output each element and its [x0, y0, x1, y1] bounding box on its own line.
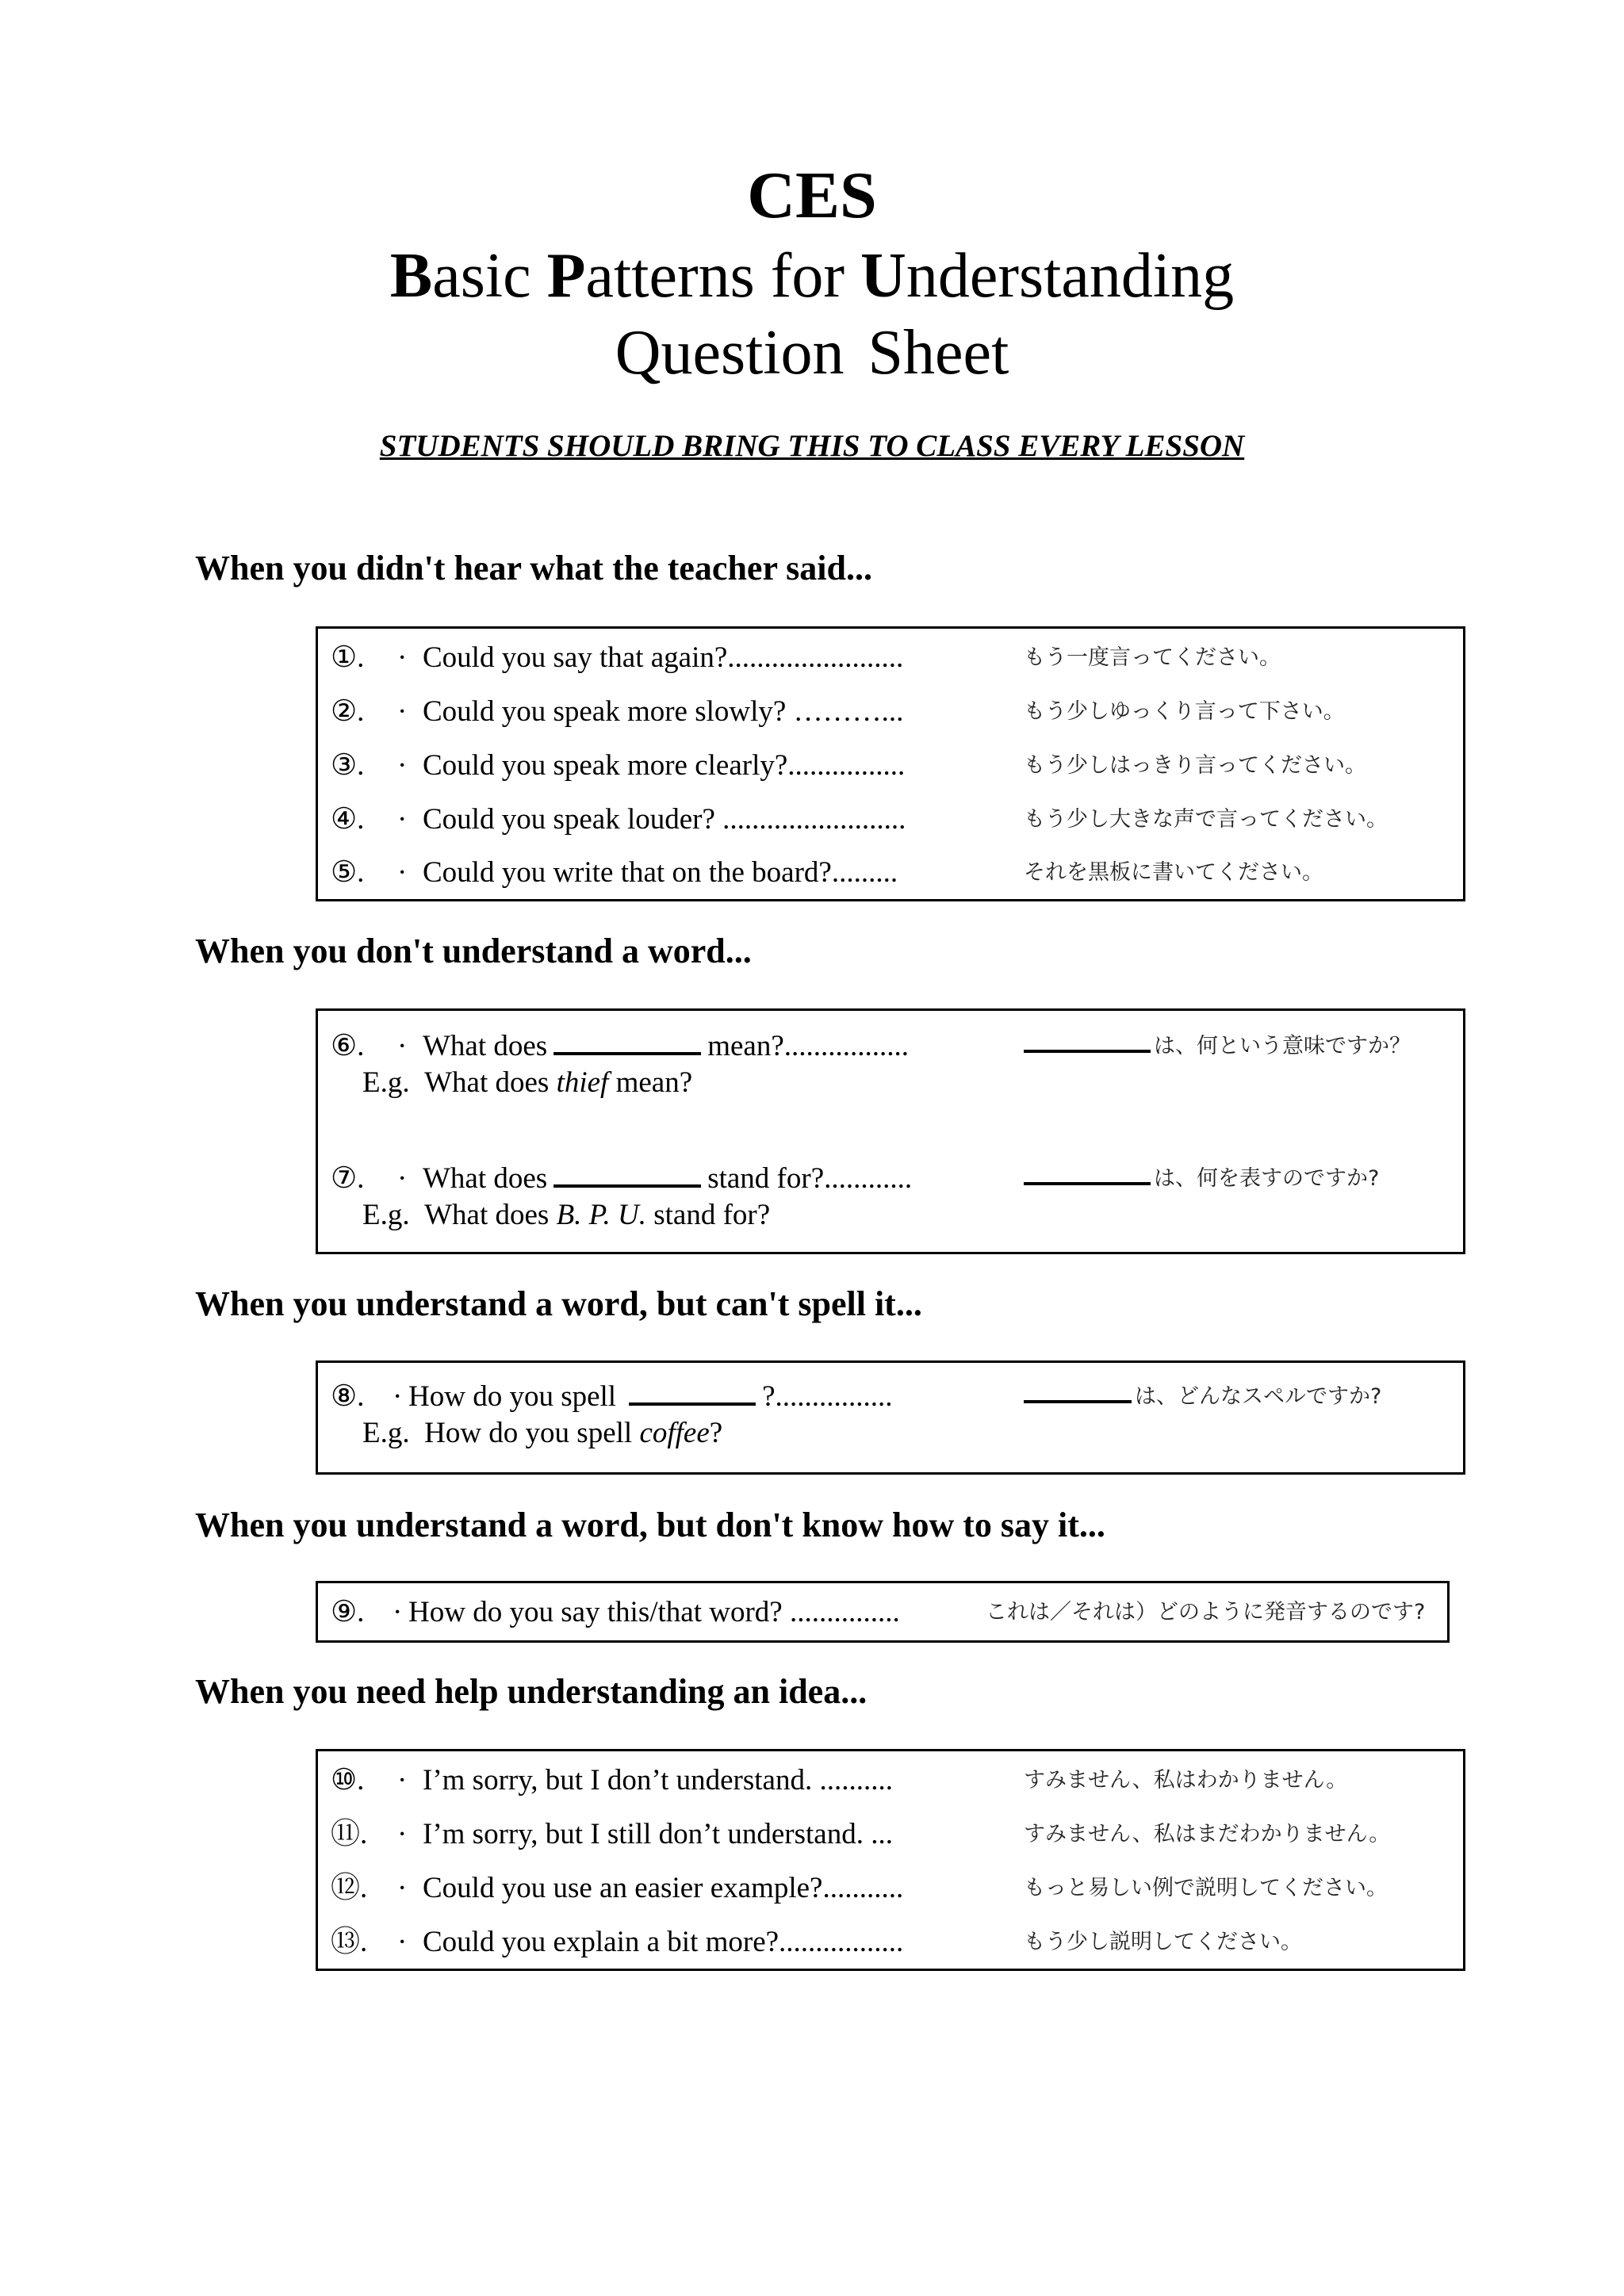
- question-japanese: [1024, 1159, 1379, 1199]
- question-item-6: [331, 1027, 1463, 1066]
- item-number: ⑦.: [331, 1162, 365, 1195]
- question-japanese: もう少しゆっくり言って下さい。: [1024, 699, 1345, 724]
- example-text-end: mean?: [615, 1066, 693, 1099]
- japanese-text: は、どんなスペルですか?: [1135, 1384, 1382, 1409]
- fill-in-blank: [1024, 1029, 1151, 1053]
- question-item-13: [331, 1923, 1463, 1962]
- question-english: [408, 1377, 893, 1417]
- section-heading-didnt-hear: When you didn't hear what the teacher said...: [195, 549, 873, 587]
- subtitle-word-understanding: nderstanding: [906, 241, 1235, 311]
- section-box-dont-understand-word: [316, 1008, 1465, 1254]
- section-box-cant-spell: [316, 1360, 1465, 1475]
- example-text-end: ?: [709, 1417, 723, 1449]
- question-item-11: [331, 1815, 1463, 1854]
- question-text-end: stand for?............: [707, 1162, 913, 1195]
- bullet: ·: [397, 641, 408, 674]
- item-number: ⑩.: [331, 1764, 365, 1797]
- item-number: ⑫.: [331, 1872, 368, 1904]
- notice-banner: STUDENTS SHOULD BRING THIS TO CLASS EVERY LESSON: [379, 429, 1245, 463]
- subtitle-word-patterns: atterns for: [585, 241, 861, 311]
- question-item-10: [331, 1761, 1463, 1800]
- bullet: ·: [393, 1380, 403, 1413]
- question-japanese: これは／それは）どのように発音するのです?: [986, 1600, 1426, 1624]
- section-box-understanding-idea: [316, 1749, 1465, 1971]
- question-english: Could you speak louder? .........................: [423, 803, 906, 836]
- bullet: ·: [397, 1030, 408, 1062]
- example-text-end: stand for?: [653, 1199, 771, 1231]
- question-japanese: [1024, 1027, 1411, 1066]
- item-number: ③.: [331, 749, 365, 782]
- question-item-8: [331, 1377, 1463, 1417]
- example-label: E.g.: [362, 1066, 410, 1099]
- example-text-start: What does: [424, 1066, 550, 1099]
- bullet: ·: [397, 1162, 408, 1195]
- question-english: Could you say that again?........................: [423, 641, 904, 674]
- bullet: ·: [397, 856, 408, 889]
- question-japanese: [1024, 1377, 1381, 1417]
- fill-in-blank: [553, 1028, 701, 1055]
- question-english: I’m sorry, but I don’t understand. ..........: [423, 1764, 893, 1797]
- question-japanese: もう少し説明してください。: [1024, 1930, 1302, 1954]
- page-subtitle-2: Question Sheet: [615, 318, 1009, 388]
- page-title: CES: [747, 159, 877, 232]
- section-heading-cant-say: When you understand a word, but don't know how to say it...: [195, 1506, 1105, 1544]
- question-text-end: ?................: [762, 1380, 893, 1413]
- item-number: ②.: [331, 695, 365, 728]
- question-item-4: [331, 800, 1463, 840]
- page-subtitle: [0, 241, 1624, 311]
- bullet: ·: [397, 1764, 408, 1797]
- item-number: ①.: [331, 641, 365, 674]
- subtitle-word-basic: asic: [432, 241, 547, 311]
- example-line-7: [362, 1196, 770, 1235]
- example-line-8: [362, 1414, 722, 1453]
- question-english: Could you speak more clearly?................: [423, 749, 906, 782]
- question-english: Could you explain a bit more?.................: [423, 1926, 904, 1958]
- subtitle-initial-b: B: [389, 241, 433, 311]
- question-english: Could you use an easier example?...........: [423, 1872, 904, 1904]
- item-number: ⑬.: [331, 1926, 368, 1958]
- question-text-start: What does: [423, 1030, 548, 1062]
- bullet: ·: [397, 803, 408, 836]
- fill-in-blank: [1024, 1161, 1151, 1185]
- bullet: ·: [393, 1596, 403, 1628]
- section-heading-dont-understand-word: When you don't understand a word...: [195, 932, 752, 970]
- bullet: ·: [397, 1872, 408, 1904]
- example-term: B. P. U.: [556, 1199, 646, 1231]
- example-label: E.g.: [362, 1417, 410, 1449]
- bullet: ·: [397, 1926, 408, 1958]
- subtitle-initial-p: P: [546, 241, 586, 311]
- question-item-3: [331, 746, 1463, 786]
- section-box-cant-say: [316, 1581, 1450, 1643]
- question-item-1: [331, 638, 1463, 678]
- question-item-12: [331, 1869, 1463, 1908]
- item-number: ④.: [331, 803, 365, 836]
- question-japanese: もう少し大きな声で言ってください。: [1024, 807, 1388, 832]
- question-english: [423, 1159, 912, 1199]
- bullet: ·: [397, 695, 408, 728]
- example-text-start: How do you spell: [424, 1417, 633, 1449]
- fill-in-blank: [1024, 1380, 1132, 1403]
- item-number: ⑥.: [331, 1030, 365, 1062]
- item-number: ⑨.: [331, 1596, 365, 1628]
- fill-in-blank: [629, 1379, 756, 1406]
- question-item-7: [331, 1159, 1463, 1199]
- item-number: ⑪.: [331, 1818, 368, 1850]
- question-japanese: それを黒板に書いてください。: [1024, 860, 1323, 885]
- item-number: ⑧.: [331, 1380, 365, 1413]
- japanese-text: は、何を表すのですか?: [1154, 1166, 1380, 1191]
- question-japanese: もう一度言ってください。: [1024, 645, 1281, 670]
- section-heading-cant-spell: When you understand a word, but can't spell it...: [195, 1284, 922, 1323]
- example-term: thief: [556, 1066, 609, 1099]
- question-japanese: もっと易しい例で説明してください。: [1024, 1876, 1388, 1900]
- question-english: Could you speak more slowly? ………...: [423, 695, 904, 728]
- question-item-2: [331, 692, 1463, 732]
- example-term: coffee: [639, 1417, 710, 1449]
- bullet: ·: [397, 1818, 408, 1850]
- question-english: [423, 1027, 909, 1066]
- item-number: ⑤.: [331, 856, 365, 889]
- question-text-start: What does: [423, 1162, 548, 1195]
- question-item-5: [331, 853, 1463, 893]
- question-text-start: How do you spell: [408, 1380, 617, 1413]
- japanese-text: は、何という意味ですか？: [1154, 1034, 1411, 1058]
- fill-in-blank: [553, 1161, 701, 1188]
- example-label: E.g.: [362, 1199, 410, 1231]
- section-heading-understanding-idea: When you need help understanding an idea...: [195, 1672, 868, 1711]
- bullet: ·: [397, 749, 408, 782]
- subtitle-initial-u: U: [860, 241, 906, 311]
- question-item-9: [331, 1593, 1447, 1632]
- question-text-end: mean?.................: [707, 1030, 909, 1062]
- question-english: How do you say this/that word? ...............: [408, 1596, 900, 1628]
- question-japanese: もう少しはっきり言ってください。: [1024, 753, 1366, 778]
- question-english: I’m sorry, but I still don’t understand. ...: [423, 1818, 893, 1850]
- example-line-6: [362, 1063, 692, 1103]
- question-japanese: すみません、私はまだわかりません。: [1024, 1822, 1391, 1846]
- section-box-didnt-hear: [316, 626, 1465, 901]
- question-english: Could you write that on the board?.........: [423, 856, 898, 889]
- question-japanese: すみません、私はわかりません。: [1024, 1768, 1348, 1793]
- example-text-start: What does: [424, 1199, 550, 1231]
